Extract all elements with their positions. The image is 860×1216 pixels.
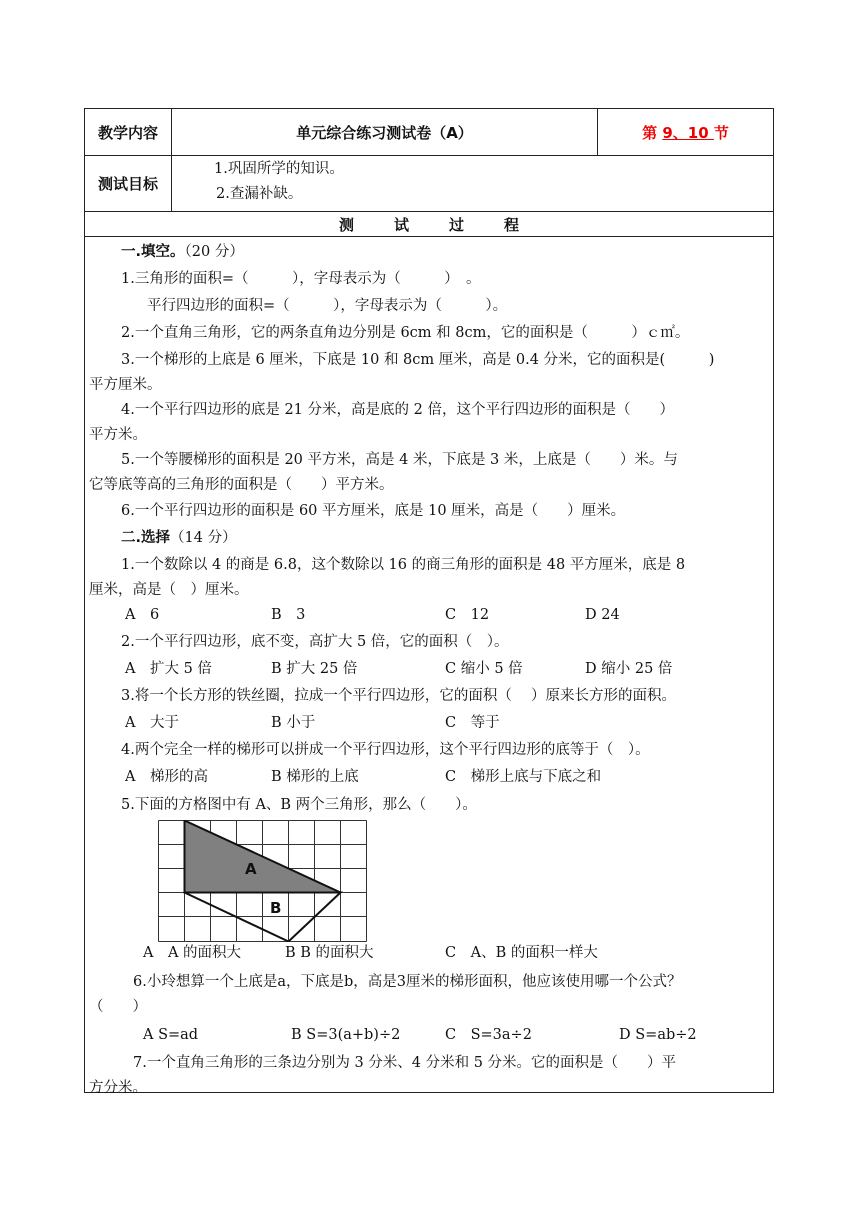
triangle-b-label: B [270,899,282,917]
part2-q7b: 方分米。 [89,1080,147,1096]
goal-item: 1.巩固所学的知识。 [214,161,344,177]
option: A 梯形的高 [125,769,208,785]
section-nums: 9、10 [662,123,714,142]
option: A S=ad [143,1027,199,1043]
goals-row [85,156,773,212]
option: A 大于 [125,715,179,731]
worksheet-table [84,108,774,1096]
process-title: 测试过程 [338,215,559,234]
part2-q4: 4.两个完全一样的梯形可以拼成一个平行四边形，这个平行四边形的底等于（ ）。 [121,742,650,758]
option: B 3 [271,607,306,623]
option: C 等于 [445,715,500,731]
part1-q4b: 平方米。 [89,427,147,443]
content-label: 教学内容 [85,109,172,155]
part1-q4a: 4.一个平行四边形的底是 21 分米，高是底的 2 倍，这个平行四边形的面积是（ ） [121,402,674,418]
section-number [598,109,773,155]
option: B B 的面积大 [285,945,374,961]
option: A 扩大 5 倍 [125,661,212,677]
part1-q2: 2.一个直角三角形，它的两条直角边分别是 6cm 和 8cm，它的面积是（ ）ｃ㎡。 [121,325,690,341]
option: C 12 [445,607,490,623]
part2-q1b: 厘米，高是（ ）厘米。 [89,582,249,598]
header-row [85,109,773,156]
part1-heading-text: 一.填空。 [121,244,185,260]
option: C A、B 的面积一样大 [445,945,598,961]
option: D 缩小 25 倍 [585,661,673,677]
part2-q3-options [85,713,773,733]
part1-q3b: 平方厘米。 [89,377,162,393]
option: B 小于 [271,715,316,731]
part1-q1b: 平行四边形的面积=（ ），字母表示为（ ）。 [147,298,508,314]
part1-q5b: 它等底等高的三角形的面积是（ ）平方米。 [89,477,394,493]
option: B S=3(a+b)÷2 [291,1027,401,1043]
test-content [85,237,773,1096]
option: B 扩大 25 倍 [271,661,358,677]
option: C 梯形上底与下底之和 [445,769,602,785]
option: A A 的面积大 [143,945,242,961]
part2-q1a: 1.一个数除以 4 的商是 6.8，这个数除以 16 的商三角形的面积是 48 平方厘米，底是 8 [121,557,686,573]
part2-q5: 5.下面的方格图中有 A、B 两个三角形，那么（ ）。 [121,797,477,813]
part2-q6-options [85,1025,773,1045]
part2-q6a: 6.小玲想算一个上底是a，下底是b，高是3厘米的梯形面积，他应该使用哪一个公式？ [133,974,682,990]
part1-score: （20 分） [184,244,244,260]
worksheet-title: 单元综合练习测试卷（A） [172,109,598,155]
part2-q1-options [85,605,773,625]
process-title-row [85,212,773,237]
part2-q7a: 7.一个直角三角形的三条边分别为 3 分米、4 分米和 5 分米。它的面积是（ ）平 [133,1055,677,1071]
part2-q3: 3.将一个长方形的铁丝圈，拉成一个平行四边形，它的面积（ ）原来长方形的面积。 [121,688,676,704]
goals-label: 测试目标 [85,156,172,211]
part2-q4-options [85,767,773,787]
option: C 缩小 5 倍 [445,661,523,677]
part2-q5-options [85,943,773,963]
part2-score: （14 分） [170,530,237,546]
triangle-a-label: A [245,860,257,878]
option: C S=3a÷2 [445,1027,532,1043]
section-suffix: 节 [713,123,729,142]
part2-q6b: （ ） [89,999,147,1015]
option: A 6 [125,607,160,623]
part1-q6: 6.一个平行四边形的面积是 60 平方厘米，底是 10 厘米，高是（ ）厘米。 [121,503,626,519]
part1-heading [121,242,767,262]
part2-q2: 2.一个平行四边形，底不变，高扩大 5 倍，它的面积（ ）。 [121,634,509,650]
goal-item: 2.查漏补缺。 [216,186,303,202]
part1-q3a: 3.一个梯形的上底是 6 厘米，下底是 10 和 8cm 厘米，高是 0.4 分米，它的面积是( ) [121,352,715,368]
part2-heading [121,528,767,548]
option: D S=ab÷2 [619,1027,697,1043]
option: B 梯形的上底 [271,769,359,785]
part1-q1a: 1.三角形的面积=（ ），字母表示为（ ） 。 [121,271,481,287]
part2-heading-text: 二.选择 [121,530,171,546]
option: D 24 [585,607,620,623]
part1-q5a: 5.一个等腰梯形的面积是 20 平方米，高是 4 米，下底是 3 米，上底是（ ）米。与 [121,452,678,468]
section-prefix: 第 [642,123,663,142]
goals-list [172,156,773,211]
grid-figure [158,820,370,942]
part2-q2-options [85,659,773,679]
